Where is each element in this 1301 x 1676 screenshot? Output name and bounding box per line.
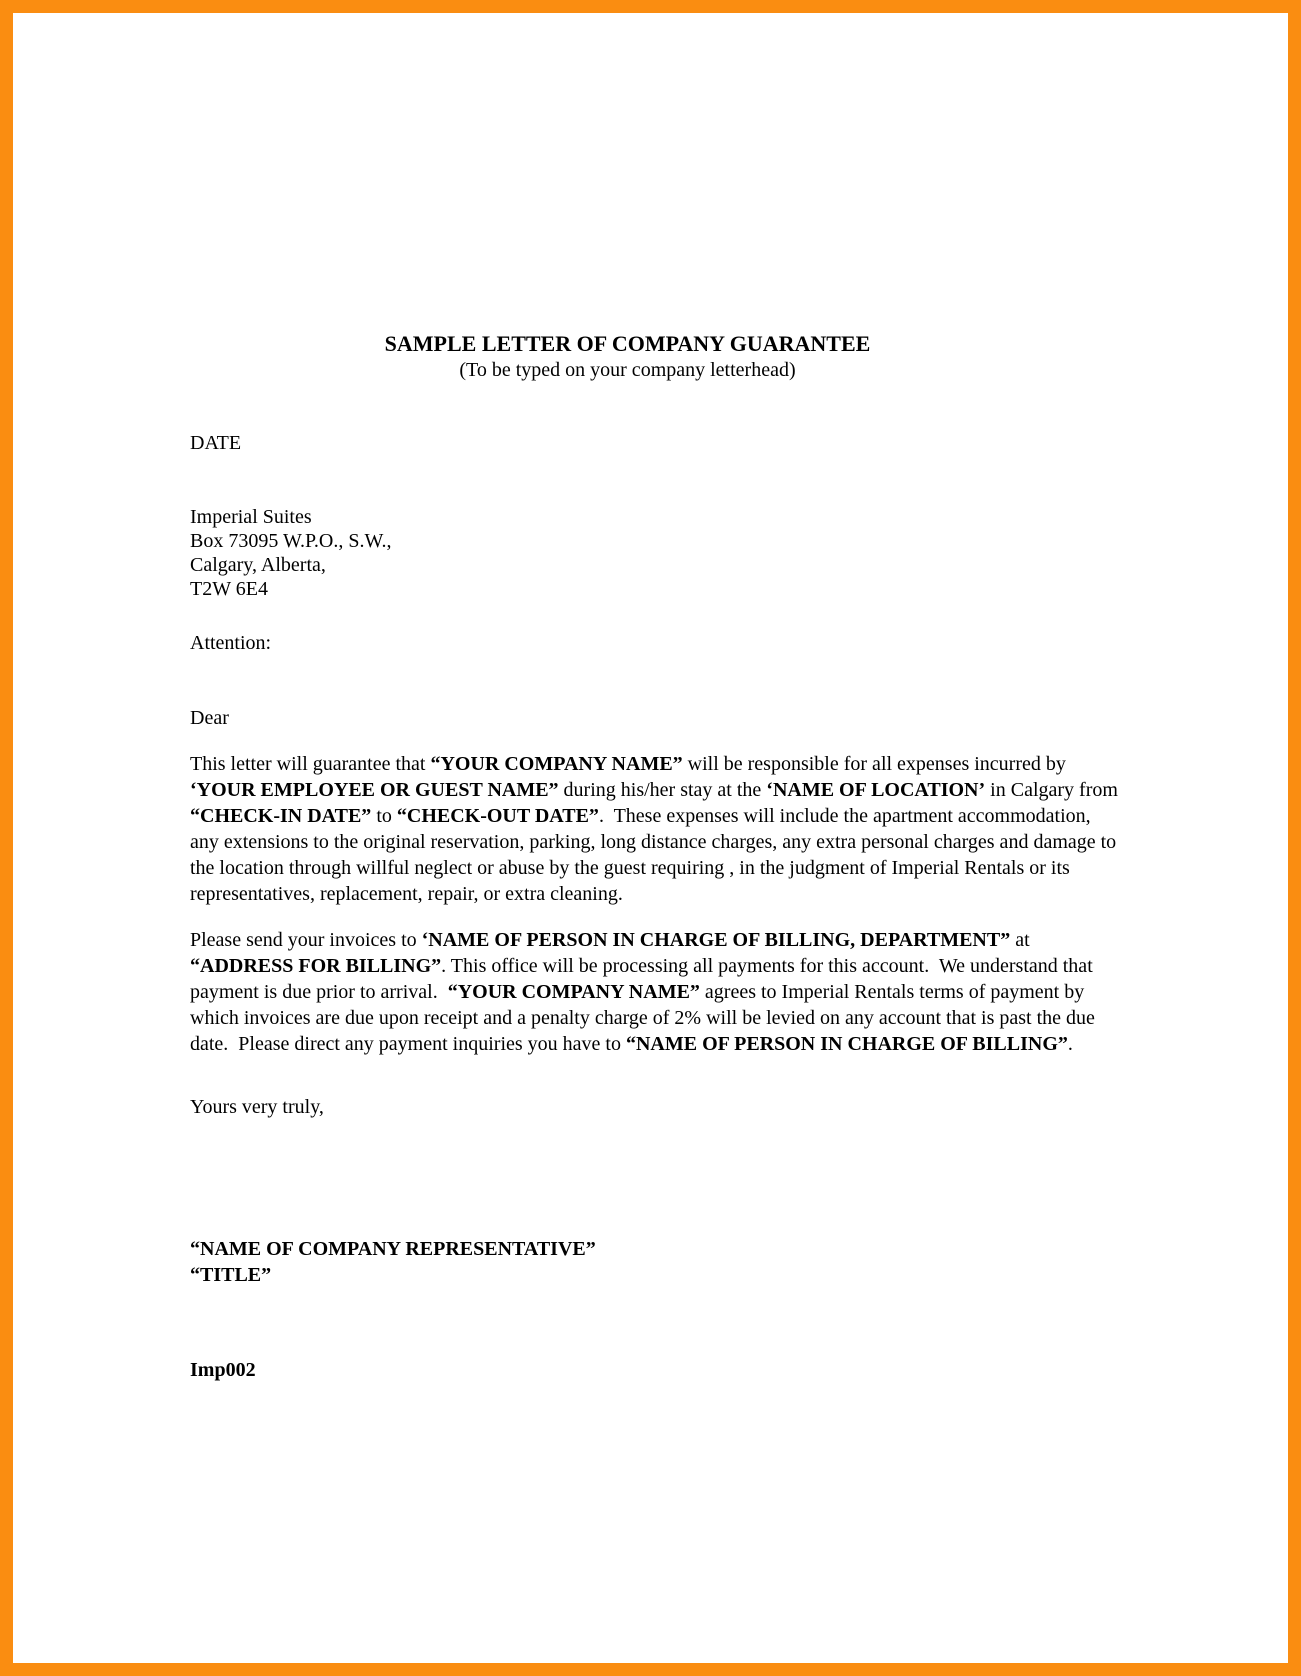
placeholder-bold-text: “YOUR COMPANY NAME” xyxy=(447,981,700,1003)
text-run: . This office will be processing all payments for this account. We understand that payment is due prior to arrival. xyxy=(190,955,1098,1003)
text-run: at xyxy=(1010,929,1035,951)
address-line: Calgary, Alberta, xyxy=(190,554,326,576)
text-run: . These expenses will include the apartment accommodation, any extensions to the original reservation, parking, long distance charges, any extra personal charges and damage to the location through willful neglect or abuse by the guest requiring , in the judgment of Imperial Rentals or its representatives, replacement, repair, or extra cleaning. xyxy=(190,805,1122,905)
placeholder-bold-text: “NAME OF PERSON IN CHARGE OF BILLING” xyxy=(625,1033,1068,1055)
placeholder-bold-text: ‘NAME OF PERSON IN CHARGE OF BILLING, DEPARTMENT” xyxy=(421,929,1011,951)
address-line: T2W 6E4 xyxy=(190,578,268,600)
text-run: in Calgary from xyxy=(985,779,1123,801)
text-run: . xyxy=(1067,1033,1073,1055)
attention-label: Attention: xyxy=(190,632,272,654)
signature-name-placeholder: “NAME OF COMPANY REPRESENTATIVE” xyxy=(190,1238,596,1260)
body-paragraph-1 xyxy=(190,751,1123,907)
recipient-address xyxy=(190,505,1120,601)
placeholder-bold-text: “ADDRESS FOR BILLING” xyxy=(190,955,442,977)
letter-body xyxy=(13,13,1288,1663)
text-run: agrees to Imperial Rentals terms of payment by which invoices are due upon receipt and a penalty charge of 2% will be levied on any account that is past the due date. Please direct any payment inquiries you have to xyxy=(190,981,1100,1055)
placeholder-bold-text: “CHECK-IN DATE” xyxy=(190,805,372,827)
date-placeholder: DATE xyxy=(190,432,242,454)
document-code: Imp002 xyxy=(190,1359,256,1381)
text-run: Please send your invoices to xyxy=(190,929,422,951)
page-title: SAMPLE LETTER OF COMPANY GUARANTEE xyxy=(384,331,871,356)
closing-valediction: Yours very truly, xyxy=(190,1096,324,1118)
signature-block xyxy=(190,1236,1120,1288)
text-run: will be responsible for all expenses incurred by xyxy=(682,753,1071,775)
page-subtitle: (To be typed on your company letterhead) xyxy=(459,359,796,381)
placeholder-bold-text: “CHECK-OUT DATE” xyxy=(396,805,599,827)
letter-header xyxy=(190,331,1065,383)
text-run: during his/her stay at the xyxy=(558,779,767,801)
text-run: This letter will guarantee that xyxy=(190,753,431,775)
address-line: Imperial Suites xyxy=(190,506,312,528)
address-line: Box 73095 W.P.O., S.W., xyxy=(190,530,392,552)
salutation: Dear xyxy=(190,707,229,729)
placeholder-bold-text: ‘NAME OF LOCATION’ xyxy=(766,779,986,801)
body-paragraph-2 xyxy=(190,927,1120,1057)
signature-title-placeholder: “TITLE” xyxy=(190,1264,272,1286)
text-run: to xyxy=(371,805,397,827)
placeholder-bold-text: ‘YOUR EMPLOYEE OR GUEST NAME” xyxy=(190,779,559,801)
placeholder-bold-text: “YOUR COMPANY NAME” xyxy=(430,753,683,775)
